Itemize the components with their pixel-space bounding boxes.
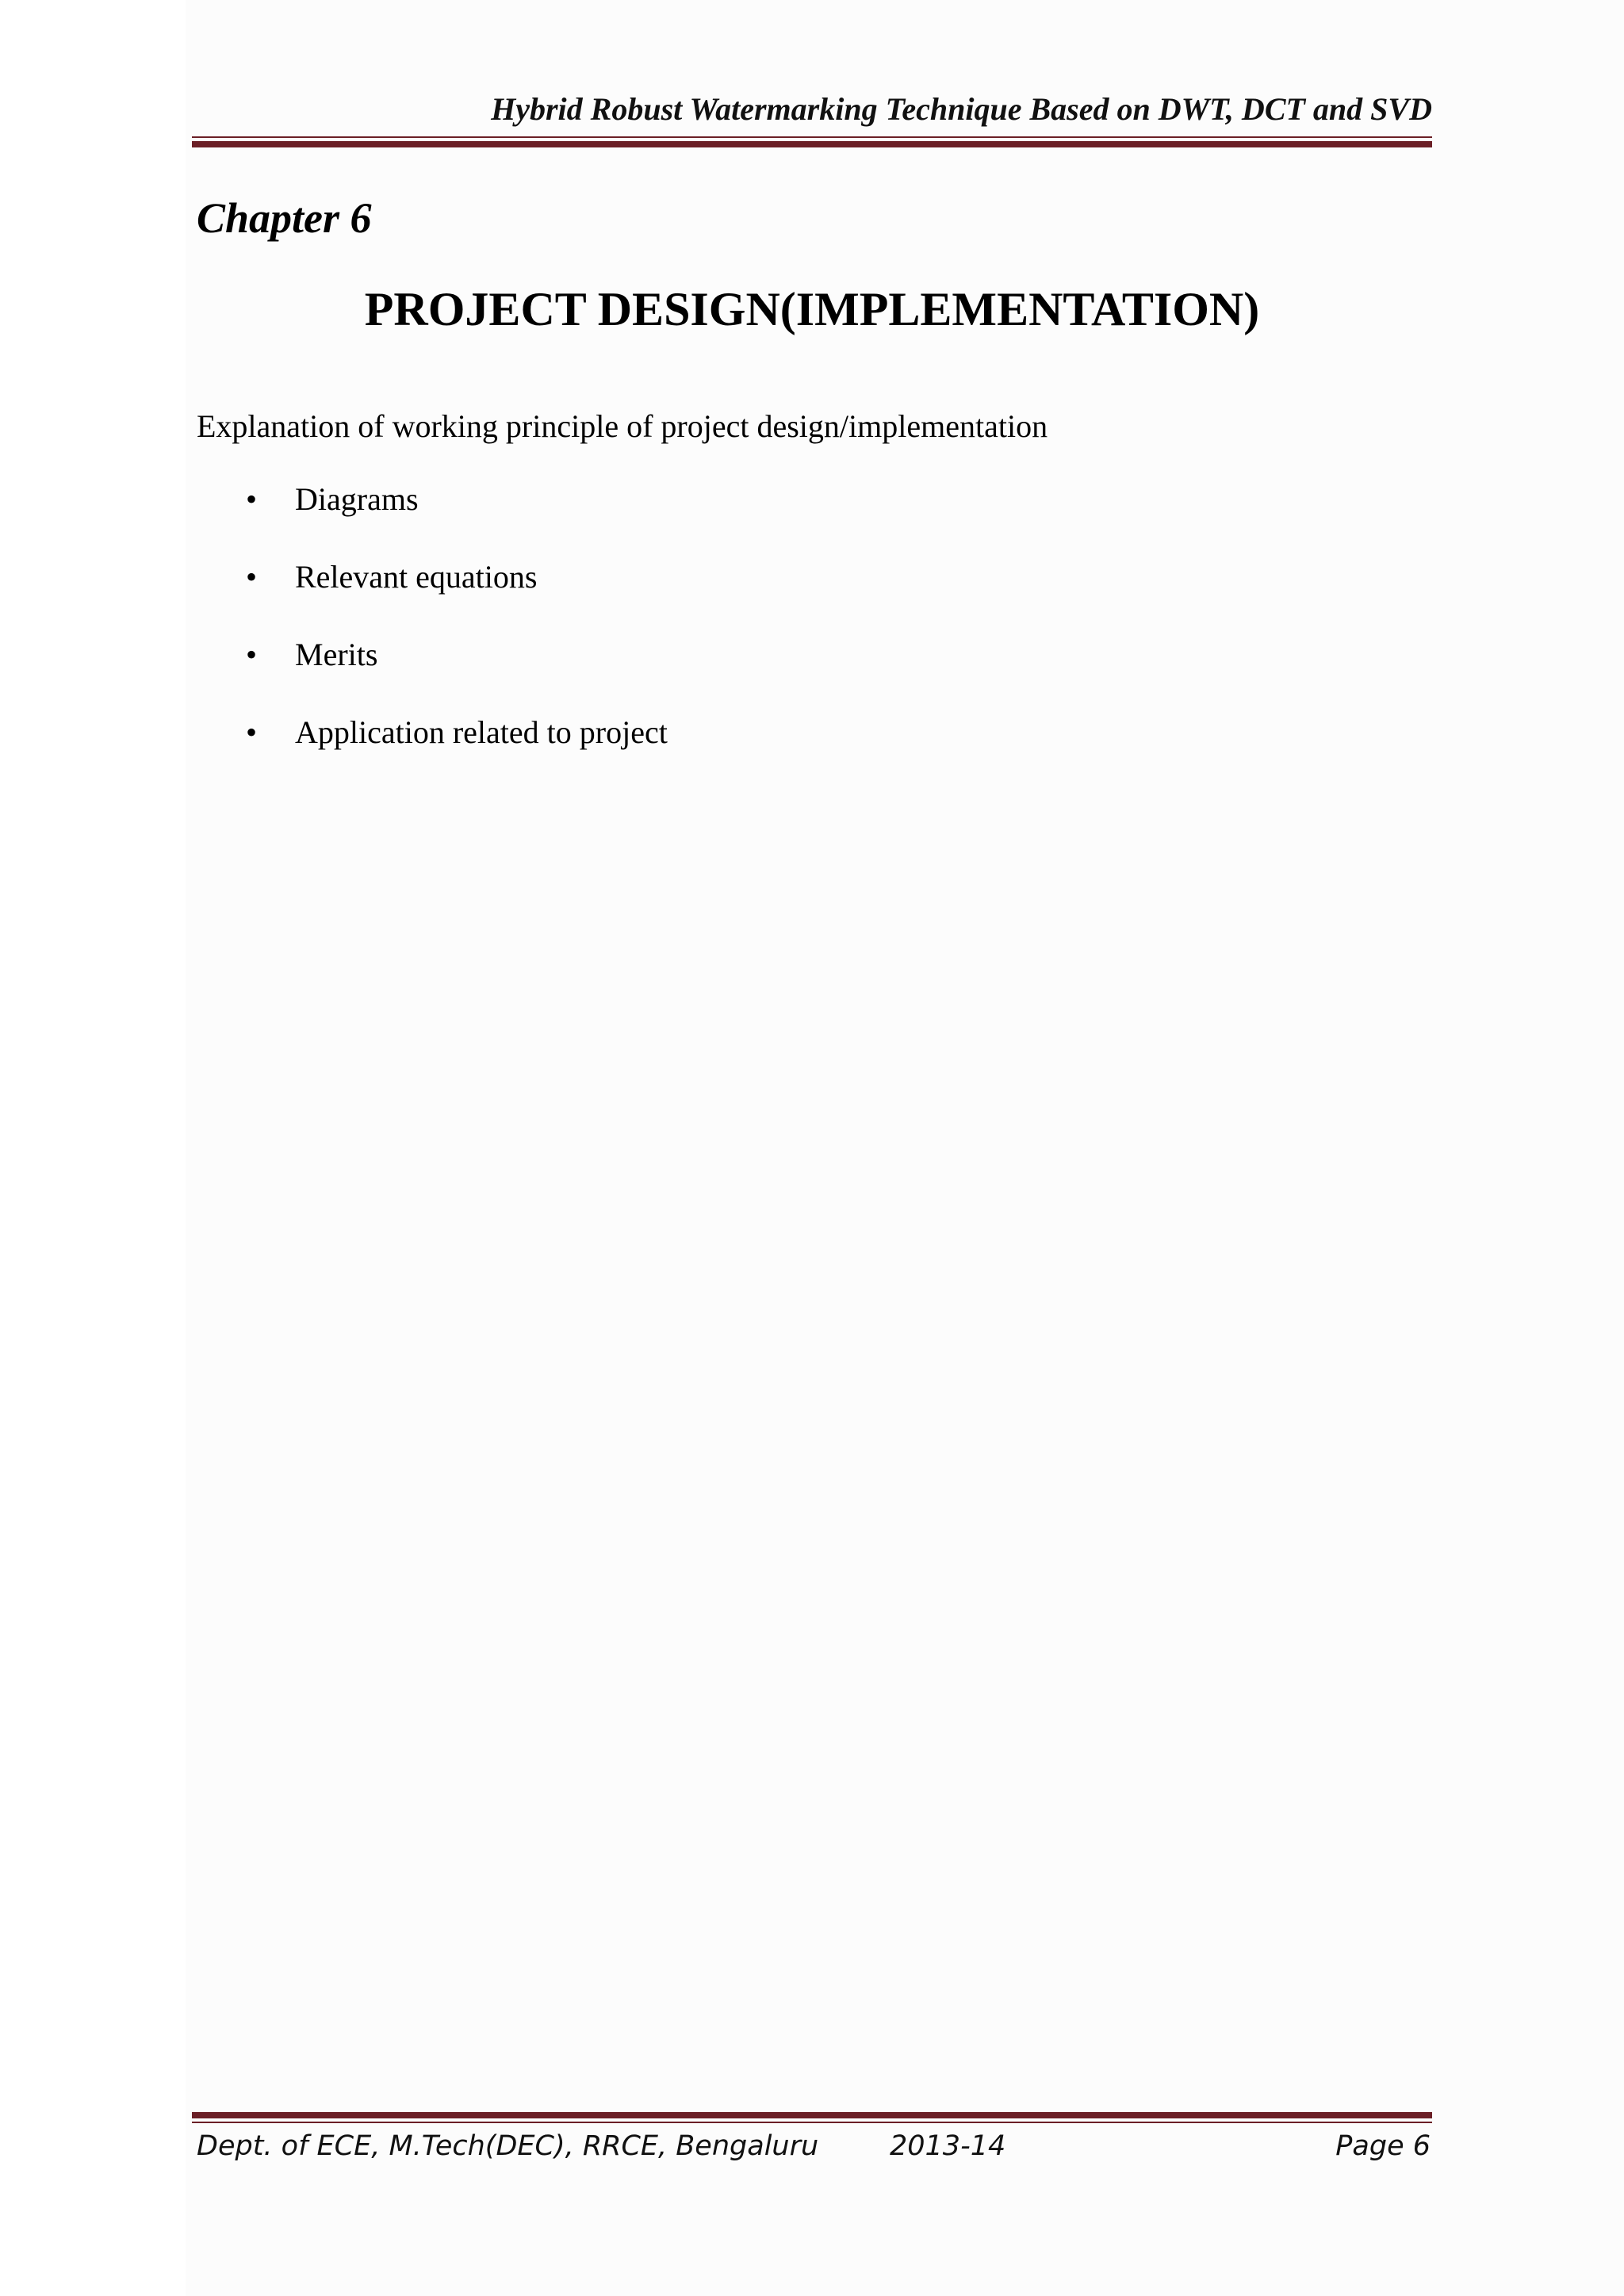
footer-year: 2013-14 xyxy=(890,2130,1006,2162)
footer-page-number: Page 6 xyxy=(1335,2130,1431,2162)
bullet-icon: • xyxy=(246,637,258,672)
bullet-list xyxy=(197,481,668,794)
header-rule-thick xyxy=(192,141,1432,147)
list-item-text: Merits xyxy=(295,637,378,672)
header-rule-thin xyxy=(192,136,1432,138)
page-background xyxy=(186,0,1624,2296)
bullet-icon: • xyxy=(246,481,258,517)
intro-paragraph: Explanation of working principle of project design/implementation xyxy=(197,408,1048,444)
list-item xyxy=(197,714,668,794)
list-item-text: Diagrams xyxy=(295,481,419,517)
list-item xyxy=(197,561,668,639)
list-item xyxy=(197,639,668,717)
footer-rule-thin xyxy=(192,2122,1432,2123)
bullet-icon: • xyxy=(246,714,258,750)
list-item-text: Application related to project xyxy=(295,714,668,750)
footer-rule-thick xyxy=(192,2112,1432,2118)
bullet-icon: • xyxy=(246,559,258,595)
running-header: Hybrid Robust Watermarking Technique Based on DWT, DCT and SVD xyxy=(491,91,1432,127)
footer-department: Dept. of ECE, M.Tech(DEC), RRCE, Bengaluru xyxy=(197,2130,819,2162)
list-item-text: Relevant equations xyxy=(295,559,538,595)
chapter-label: Chapter 6 xyxy=(197,194,372,242)
list-item xyxy=(197,481,668,561)
chapter-heading: PROJECT DESIGN(IMPLEMENTATION) xyxy=(364,283,1260,335)
